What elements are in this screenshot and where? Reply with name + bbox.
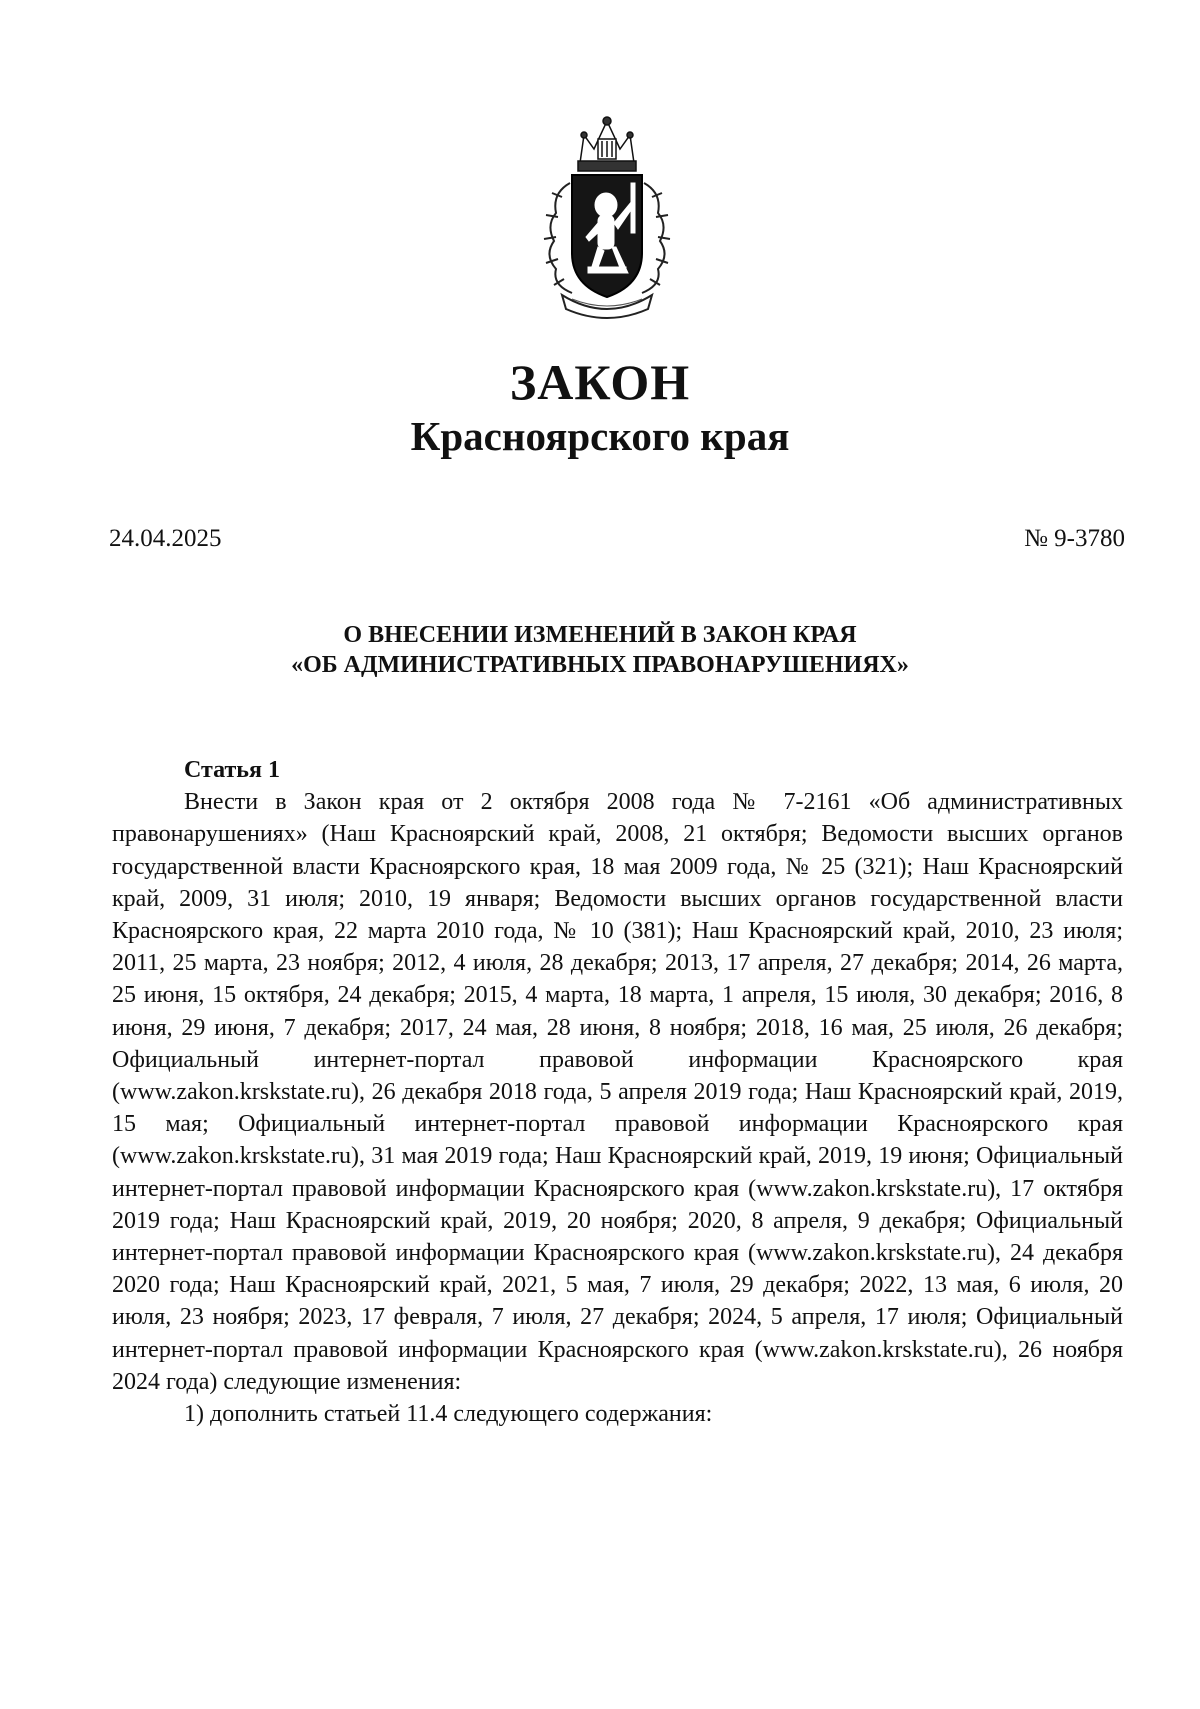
document-number: № 9-3780 (1024, 525, 1125, 552)
law-heading-line-2: «ОБ АДМИНИСТРАТИВНЫХ ПРАВОНАРУШЕНИЯХ» (291, 652, 909, 678)
coat-of-arms-emblem (532, 113, 682, 323)
article-title: Статья 1 (184, 757, 280, 783)
page-subtitle: Красноярского края (410, 413, 790, 459)
law-heading-line-1: О ВНЕСЕНИИ ИЗМЕНЕНИЙ В ЗАКОН КРАЯ (343, 622, 857, 648)
article-1 (112, 754, 1123, 1430)
article-item-1: 1) дополнить статьей 11.4 следующего содержания: (184, 1401, 713, 1428)
law-heading (0, 620, 1200, 680)
article-body: Внести в Закон края от 2 октября 2008 года № 7-2161 «Об административных правонарушениях» (Наш Красноярский край, 2008, 21 октября; Ведомости высших органов государственной власти Красноярского края, 18 мая 2009 года, № 25 (321); Наш Красноярский край, 2009, 31 июля; 2010, 19 января; Ведомости высших органов государственной власти Красноярского края, 22 марта 2010 года, № 10 (381); Наш Красноярский край, 2010, 23 июля; 2011, 25 марта, 23 ноября; 2012, 4 июля, 28 декабря; 2013, 17 апреля, 27 декабря; 2014, 26 марта, 25 июня, 15 октября, 24 декабря; 2015, 4 марта, 18 марта, 1 апреля, 15 июля, 30 декабря; 2016, 8 июня, 29 июня, 7 декабря; 2017, 24 мая, 28 июня, 8 ноября; 2018, 16 мая, 25 июля, 26 декабря; Официальный интернет-портал правовой информации Красноярского края (www.zakon.krskstate.ru), 26 декабря 2018 года, 5 апреля 2019 года; Наш Красноярский край, 2019, 15 мая; Официальный интернет-портал правовой информации Красноярского края (www.zakon.krskstate.ru), 31 мая 2019 года; Наш Красноярский край, 2019, 19 июня; Официальный интернет-портал правовой информации Красноярского края (www.zakon.krskstate.ru), 17 октября 2019 года; Наш Красноярский край, 2019, 20 ноября; 2020, 8 апреля, 9 декабря; Официальный интернет-портал правовой информации Красноярского края (www.zakon.krskstate.ru), 24 декабря 2020 года; Наш Красноярский край, 2021, 5 мая, 7 июля, 29 декабря; 2022, 13 мая, 6 июля, 20 июля, 23 ноября; 2023, 17 февраля, 7 июля, 27 декабря; 2024, 5 апреля, 17 июля; Официальный интернет-портал правовой информации Красноярского края (www.zakon.krskstate.ru), 26 ноября 2024 года) следующие изменения: (112, 789, 1123, 1395)
document-date: 24.04.2025 (109, 525, 222, 552)
coat-of-arms-icon (532, 113, 682, 323)
page-title: ЗАКОН (509, 354, 691, 410)
